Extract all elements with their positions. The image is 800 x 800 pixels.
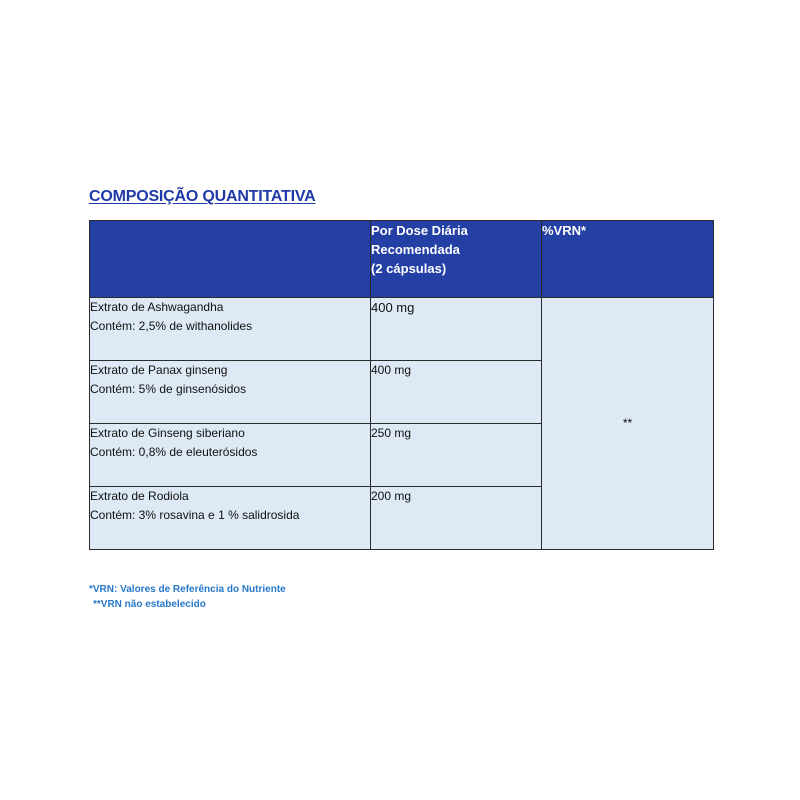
header-ingredient-cell [90,221,371,298]
ingredient-name: Extrato de Ginseng siberiano [90,426,245,440]
ingredient-content: Contém: 0,8% de eleuterósidos [90,445,258,459]
ingredient-cell [90,424,371,487]
composition-table [89,220,714,550]
section-title: COMPOSIÇÃO QUANTITATIVA [89,188,316,205]
header-dose-line: Por Dose Diária [371,223,468,238]
dose-cell: 250 mg [371,424,542,487]
header-dose-cell [371,221,542,298]
footnote-vrn-not-established: **VRN não estabelecido [93,599,206,610]
ingredient-content: Contém: 2,5% de withanolides [90,319,253,333]
footnotes [89,582,286,612]
vrn-cell: ** [542,298,714,550]
header-vrn-cell: %VRN* [542,221,714,298]
header-dose-line: (2 cápsulas) [371,261,447,276]
ingredient-cell [90,361,371,424]
ingredient-name: Extrato de Rodiola [90,489,189,503]
header-dose-line: Recomendada [371,242,460,257]
ingredient-cell [90,487,371,550]
table-row [90,298,714,361]
dose-cell: 200 mg [371,487,542,550]
ingredient-content: Contém: 3% rosavina e 1 % salidrosida [90,508,300,522]
footnote-vrn-definition: *VRN: Valores de Referência do Nutriente [89,584,286,595]
dose-cell: 400 mg [371,361,542,424]
ingredient-cell [90,298,371,361]
table-header-row [90,221,714,298]
ingredient-content: Contém: 5% de ginsenósidos [90,382,247,396]
ingredient-name: Extrato de Panax ginseng [90,363,228,377]
ingredient-name: Extrato de Ashwagandha [90,300,224,314]
dose-cell: 400 mg [371,298,542,361]
